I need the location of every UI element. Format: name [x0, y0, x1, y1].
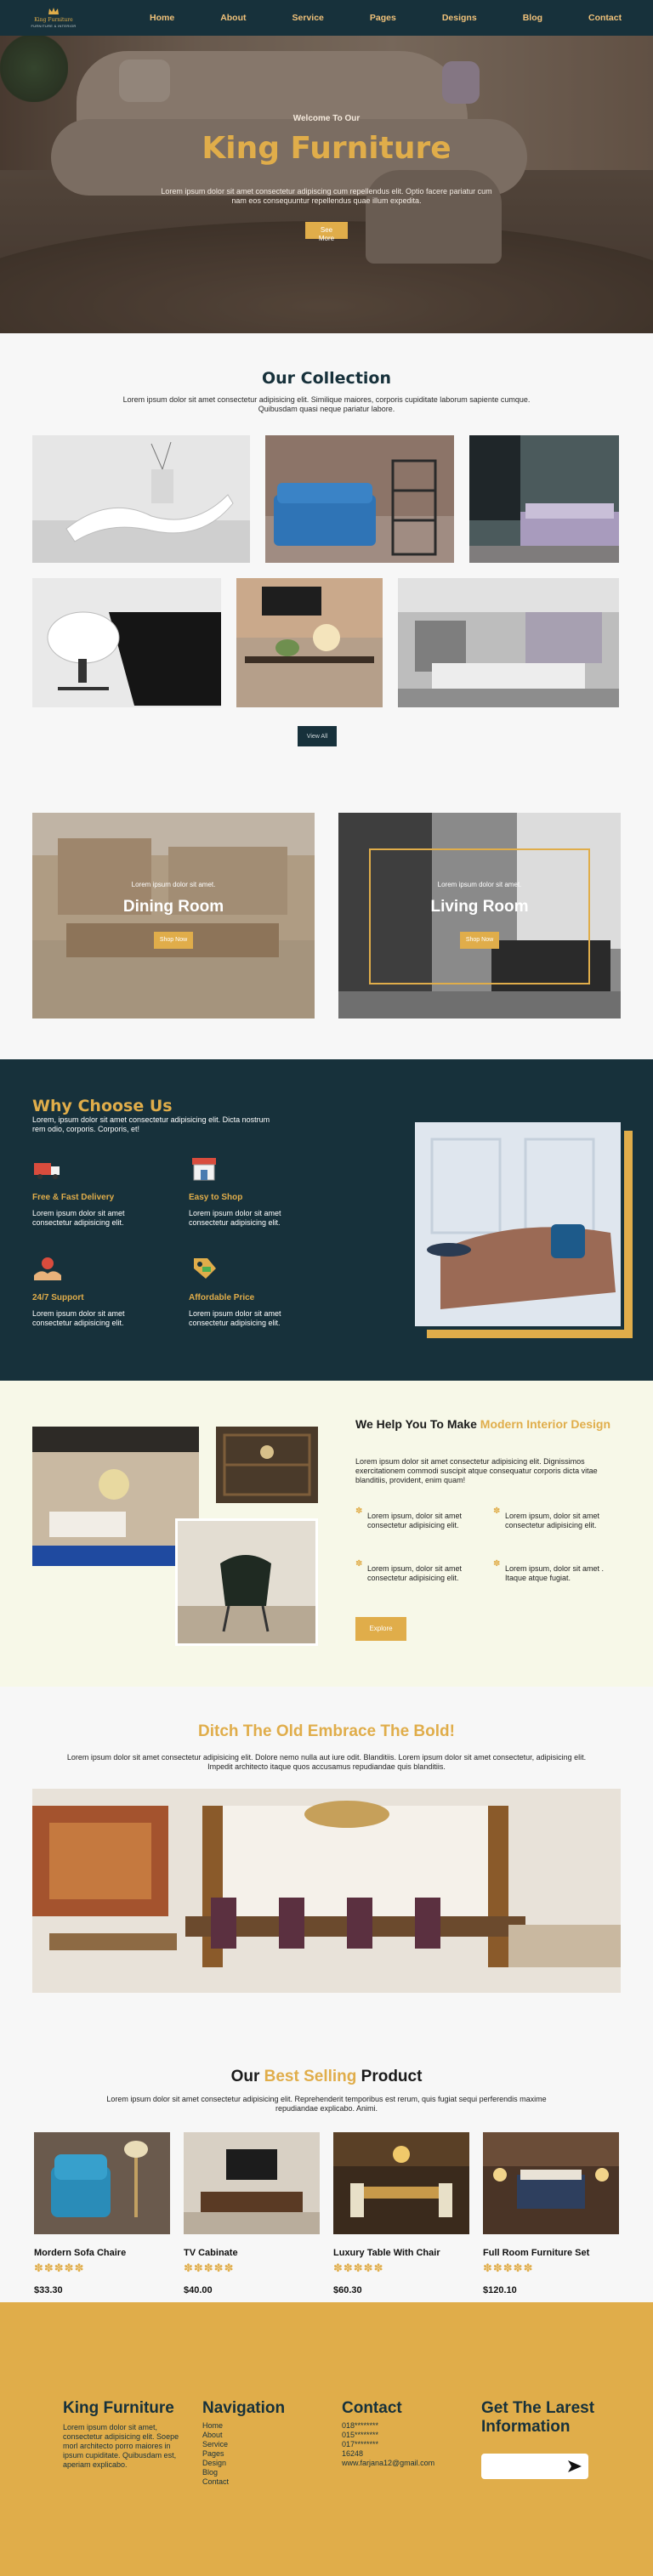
help-image-chair: [175, 1518, 318, 1646]
help-bullet: [355, 1559, 483, 1583]
contact-phone: 017********: [342, 2440, 379, 2448]
product-name: Luxury Table With Chair: [333, 2248, 440, 2258]
collection-section: [0, 333, 653, 774]
feature-title: Easy to Shop: [189, 1193, 243, 1202]
top-nav: [0, 0, 653, 36]
nav-pages[interactable]: Pages: [369, 13, 396, 23]
best-title-pre: Our: [230, 2068, 264, 2085]
delivery-truck-icon: [32, 1155, 63, 1182]
contact-phone: 015********: [342, 2431, 379, 2439]
footer-link-pages[interactable]: Pages: [202, 2449, 224, 2458]
help-bullet-text: Lorem ipsum, dolor sit amet consectetur adipisicing elit.: [367, 1564, 463, 1582]
help-bullet: [493, 1559, 621, 1583]
collection-image-white-chaise[interactable]: [32, 435, 250, 563]
luxury-table-picture: [333, 2132, 469, 2234]
help-title: [355, 1416, 636, 1432]
room-card-dining[interactable]: [32, 813, 315, 1018]
dining-hall-image: [32, 1789, 621, 1993]
newsletter-title: Get The Larest Information: [481, 2399, 595, 2436]
product-rating-stars: ✽✽✽✽✽: [483, 2261, 534, 2274]
footer-contact: [342, 2399, 434, 2468]
nav-blog[interactable]: Blog: [522, 13, 543, 23]
explore-button[interactable]: Explore: [355, 1617, 406, 1641]
feature-desc: Lorem ipsum dolor sit amet consectetur adipisicing elit.: [189, 1309, 281, 1327]
blue-sofa-picture: [265, 435, 454, 563]
hero-overlay: [0, 0, 653, 333]
nav-links: [150, 0, 653, 36]
collection-image-desk-lamp[interactable]: [236, 578, 383, 707]
feature-title: Free & Fast Delivery: [32, 1193, 115, 1202]
product-image[interactable]: [34, 2132, 170, 2234]
footer-nav-title: Navigation: [202, 2399, 286, 2417]
feature-desc: Lorem ipsum dolor sit amet consectetur adipisicing elit.: [32, 1309, 125, 1327]
help-bullet: [493, 1506, 621, 1530]
bold-subtitle: Lorem ipsum dolor sit amet consectetur adipisicing elit. Dolore nemo nulla aut iure odit. Blanditiis. Lorem ipsum dolor sit amet consectetur, adipisicing elit. Impedit architecto itaque quos accusamus repudiandae quis blanditiis.: [66, 1753, 587, 1771]
help-title-highlight: Modern Interior Design: [480, 1417, 611, 1431]
sofa-room-picture: [415, 1122, 621, 1326]
product-price: $60.30: [333, 2285, 362, 2295]
product-rating-stars: ✽✽✽✽✽: [34, 2261, 85, 2274]
living-area-picture: [32, 1427, 199, 1566]
hero-welcome: Welcome To Our: [292, 114, 361, 123]
see-more-button[interactable]: See More: [305, 222, 348, 239]
view-all-button[interactable]: View All: [298, 726, 337, 746]
shop-now-button[interactable]: Shop Now: [154, 932, 193, 949]
hero-section: [0, 0, 653, 333]
footer: [0, 2302, 653, 2576]
logo-text: King Furniture: [34, 17, 73, 23]
footer-brand: [63, 2399, 182, 2470]
nav-designs[interactable]: Designs: [441, 13, 477, 23]
footer-link-about[interactable]: About: [202, 2431, 223, 2439]
collection-title: Our Collection: [261, 369, 391, 388]
help-section: [0, 1381, 653, 1687]
bold-section: [0, 1687, 653, 2032]
product-image[interactable]: [483, 2132, 619, 2234]
help-description: Lorem ipsum dolor sit amet consectetur adipisicing elit. Dignissimos exercitationem commodi suscipit atque consequatur corporis dicta vitae blanditiis, provident, enim quam!: [355, 1457, 598, 1484]
footer-contact-list: [342, 2421, 434, 2468]
product-card[interactable]: [483, 2132, 619, 2295]
product-rating-stars: ✽✽✽✽✽: [184, 2261, 235, 2274]
price-tag-icon: [189, 1255, 219, 1282]
product-card[interactable]: [34, 2132, 170, 2295]
newsletter-form: [481, 2454, 588, 2479]
star-icon: ✽: [493, 1559, 501, 1569]
star-icon: ✽: [355, 1506, 363, 1516]
white-chaise-picture: [32, 435, 250, 563]
product-image[interactable]: [184, 2132, 320, 2234]
product-price: $120.10: [483, 2285, 517, 2295]
contact-phone: 018********: [342, 2421, 379, 2430]
crown-icon: [48, 7, 60, 15]
best-title-post: Product: [356, 2068, 423, 2085]
feature-desc: Lorem ipsum dolor sit amet consectetur adipisicing elit.: [189, 1209, 281, 1227]
room-name: Dining Room: [122, 898, 224, 916]
contact-email[interactable]: www.farjana12@gmail.com: [342, 2459, 435, 2467]
product-rating-stars: ✽✽✽✽✽: [333, 2261, 384, 2274]
footer-link-blog[interactable]: Blog: [202, 2468, 219, 2477]
feature-title: Affordable Price: [189, 1293, 255, 1302]
room-frame: [369, 848, 590, 984]
collection-subtitle: Lorem ipsum dolor sit amet consectetur adipisicing elit. Similique maiores, corporis cupiditate laborum sapiente cumque. Quibusdam quasi neque pariatur labore.: [122, 395, 531, 413]
shop-icon: [189, 1155, 219, 1182]
best-title-highlight: Best Selling: [264, 2068, 357, 2085]
footer-brand-title: King Furniture: [63, 2399, 174, 2417]
room-card-living[interactable]: [338, 813, 621, 1018]
feature-shop: [189, 1155, 316, 1228]
nav-service[interactable]: Service: [292, 13, 324, 23]
why-image: [415, 1122, 621, 1326]
feature-support: [32, 1255, 160, 1328]
contact-hotline: 16248: [342, 2449, 364, 2458]
star-icon: ✽: [493, 1506, 501, 1516]
footer-navigation: [202, 2399, 285, 2487]
product-price: $33.30: [34, 2285, 63, 2295]
nav-home[interactable]: Home: [150, 13, 175, 23]
help-bullet-text: Lorem ipsum, dolor sit amet consectetur adipisicing elit.: [367, 1512, 463, 1529]
footer-nav-list: [202, 2421, 285, 2487]
collection-image-bedroom[interactable]: [469, 435, 619, 563]
feature-title: 24/7 Support: [32, 1293, 84, 1302]
office-chair-picture: [32, 578, 221, 707]
why-choose-us-section: [0, 1059, 653, 1381]
footer-contact-title: Contact: [342, 2399, 402, 2417]
feature-desc: Lorem ipsum dolor sit amet consectetur adipisicing elit.: [32, 1209, 125, 1227]
footer-brand-desc: Lorem ipsum dolor sit amet, consectetur adipisicing elit. Soepe morl architecto porro maiores in ipsum cupiditate. Quibusdam est, aperiam explicabo.: [63, 2423, 179, 2469]
product-image[interactable]: [333, 2132, 469, 2234]
product-name: Full Room Furniture Set: [483, 2248, 590, 2258]
hero-text: Lorem ipsum dolor sit amet consectetur adipiscing cum repellendus elit. Optio facere pariatur cum nam eos consequuntur repellendus quae illum expedita.: [161, 187, 492, 205]
help-bullet: [355, 1506, 483, 1530]
shelf-picture: [216, 1427, 318, 1503]
nav-about[interactable]: About: [220, 13, 247, 23]
feature-price: [189, 1255, 316, 1328]
footer-link-design[interactable]: Design: [202, 2459, 227, 2467]
footer-link-service[interactable]: Service: [202, 2440, 229, 2448]
lounge-chair-picture: [178, 1521, 315, 1643]
star-icon: ✽: [355, 1559, 363, 1569]
best-selling-section: [0, 2032, 653, 2302]
send-arrow-icon[interactable]: [566, 2458, 583, 2475]
collection-image-living-room[interactable]: [398, 578, 619, 707]
collection-image-office-chair[interactable]: [32, 578, 221, 707]
help-title-main: We Help You To Make: [355, 1417, 480, 1431]
product-name: TV Cabinate: [184, 2248, 238, 2258]
why-title: Why Choose Us: [32, 1097, 173, 1115]
hero-title: King Furniture: [202, 131, 451, 166]
footer-link-home[interactable]: Home: [202, 2421, 224, 2430]
best-subtitle: Lorem ipsum dolor sit amet consectetur adipisicing elit. Reprehenderit temporibus est rerum, quis fugiat sequi perferendis maxime repudiandae explicabo. Animi.: [106, 2095, 547, 2113]
bold-title: Ditch The Old Embrace The Bold!: [198, 1722, 455, 1740]
bedroom-picture: [469, 435, 619, 563]
bedroom-set-picture: [483, 2132, 619, 2234]
best-title: [0, 2068, 653, 2086]
help-image-living: [32, 1427, 199, 1566]
nav-contact[interactable]: Contact: [588, 13, 622, 23]
living-room-picture: [398, 578, 619, 707]
shop-now-button[interactable]: Shop Now: [460, 932, 499, 949]
footer-newsletter: [481, 2399, 609, 2437]
tv-cabinet-picture: [184, 2132, 320, 2234]
help-bullet-text: Lorem ipsum, dolor sit amet . Itaque atque fugiat.: [505, 1564, 605, 1582]
newsletter-email-input[interactable]: [488, 2460, 556, 2472]
why-subtitle: Lorem, ipsum dolor sit amet consectetur adipisicing elit. Dicta nostrum rem odio, corporis. Corporis, et!: [32, 1115, 270, 1133]
blue-armchair-picture: [34, 2132, 170, 2234]
rooms-section: [0, 774, 653, 1059]
footer-link-contact[interactable]: Contact: [202, 2477, 230, 2486]
collection-image-blue-sofa[interactable]: [265, 435, 454, 563]
help-bullet-text: Lorem ipsum, dolor sit amet consectetur adipisicing elit.: [505, 1512, 600, 1529]
desk-lamp-picture: [236, 578, 383, 707]
room-subtitle: Lorem ipsum dolor sit amet.: [437, 881, 522, 888]
dining-hall-picture: [32, 1789, 621, 1993]
help-image-shelf: [216, 1427, 318, 1503]
support-hands-icon: [32, 1255, 63, 1282]
logo-tagline: FURNITURE & INTERIOR: [31, 24, 77, 28]
feature-delivery: [32, 1155, 160, 1228]
product-card[interactable]: [333, 2132, 469, 2295]
site-logo[interactable]: [29, 5, 78, 31]
product-name: Mordern Sofa Chaire: [34, 2248, 127, 2258]
room-subtitle: Lorem ipsum dolor sit amet.: [131, 881, 216, 888]
product-price: $40.00: [184, 2285, 213, 2295]
room-name: Living Room: [430, 898, 529, 916]
product-card[interactable]: [184, 2132, 320, 2295]
